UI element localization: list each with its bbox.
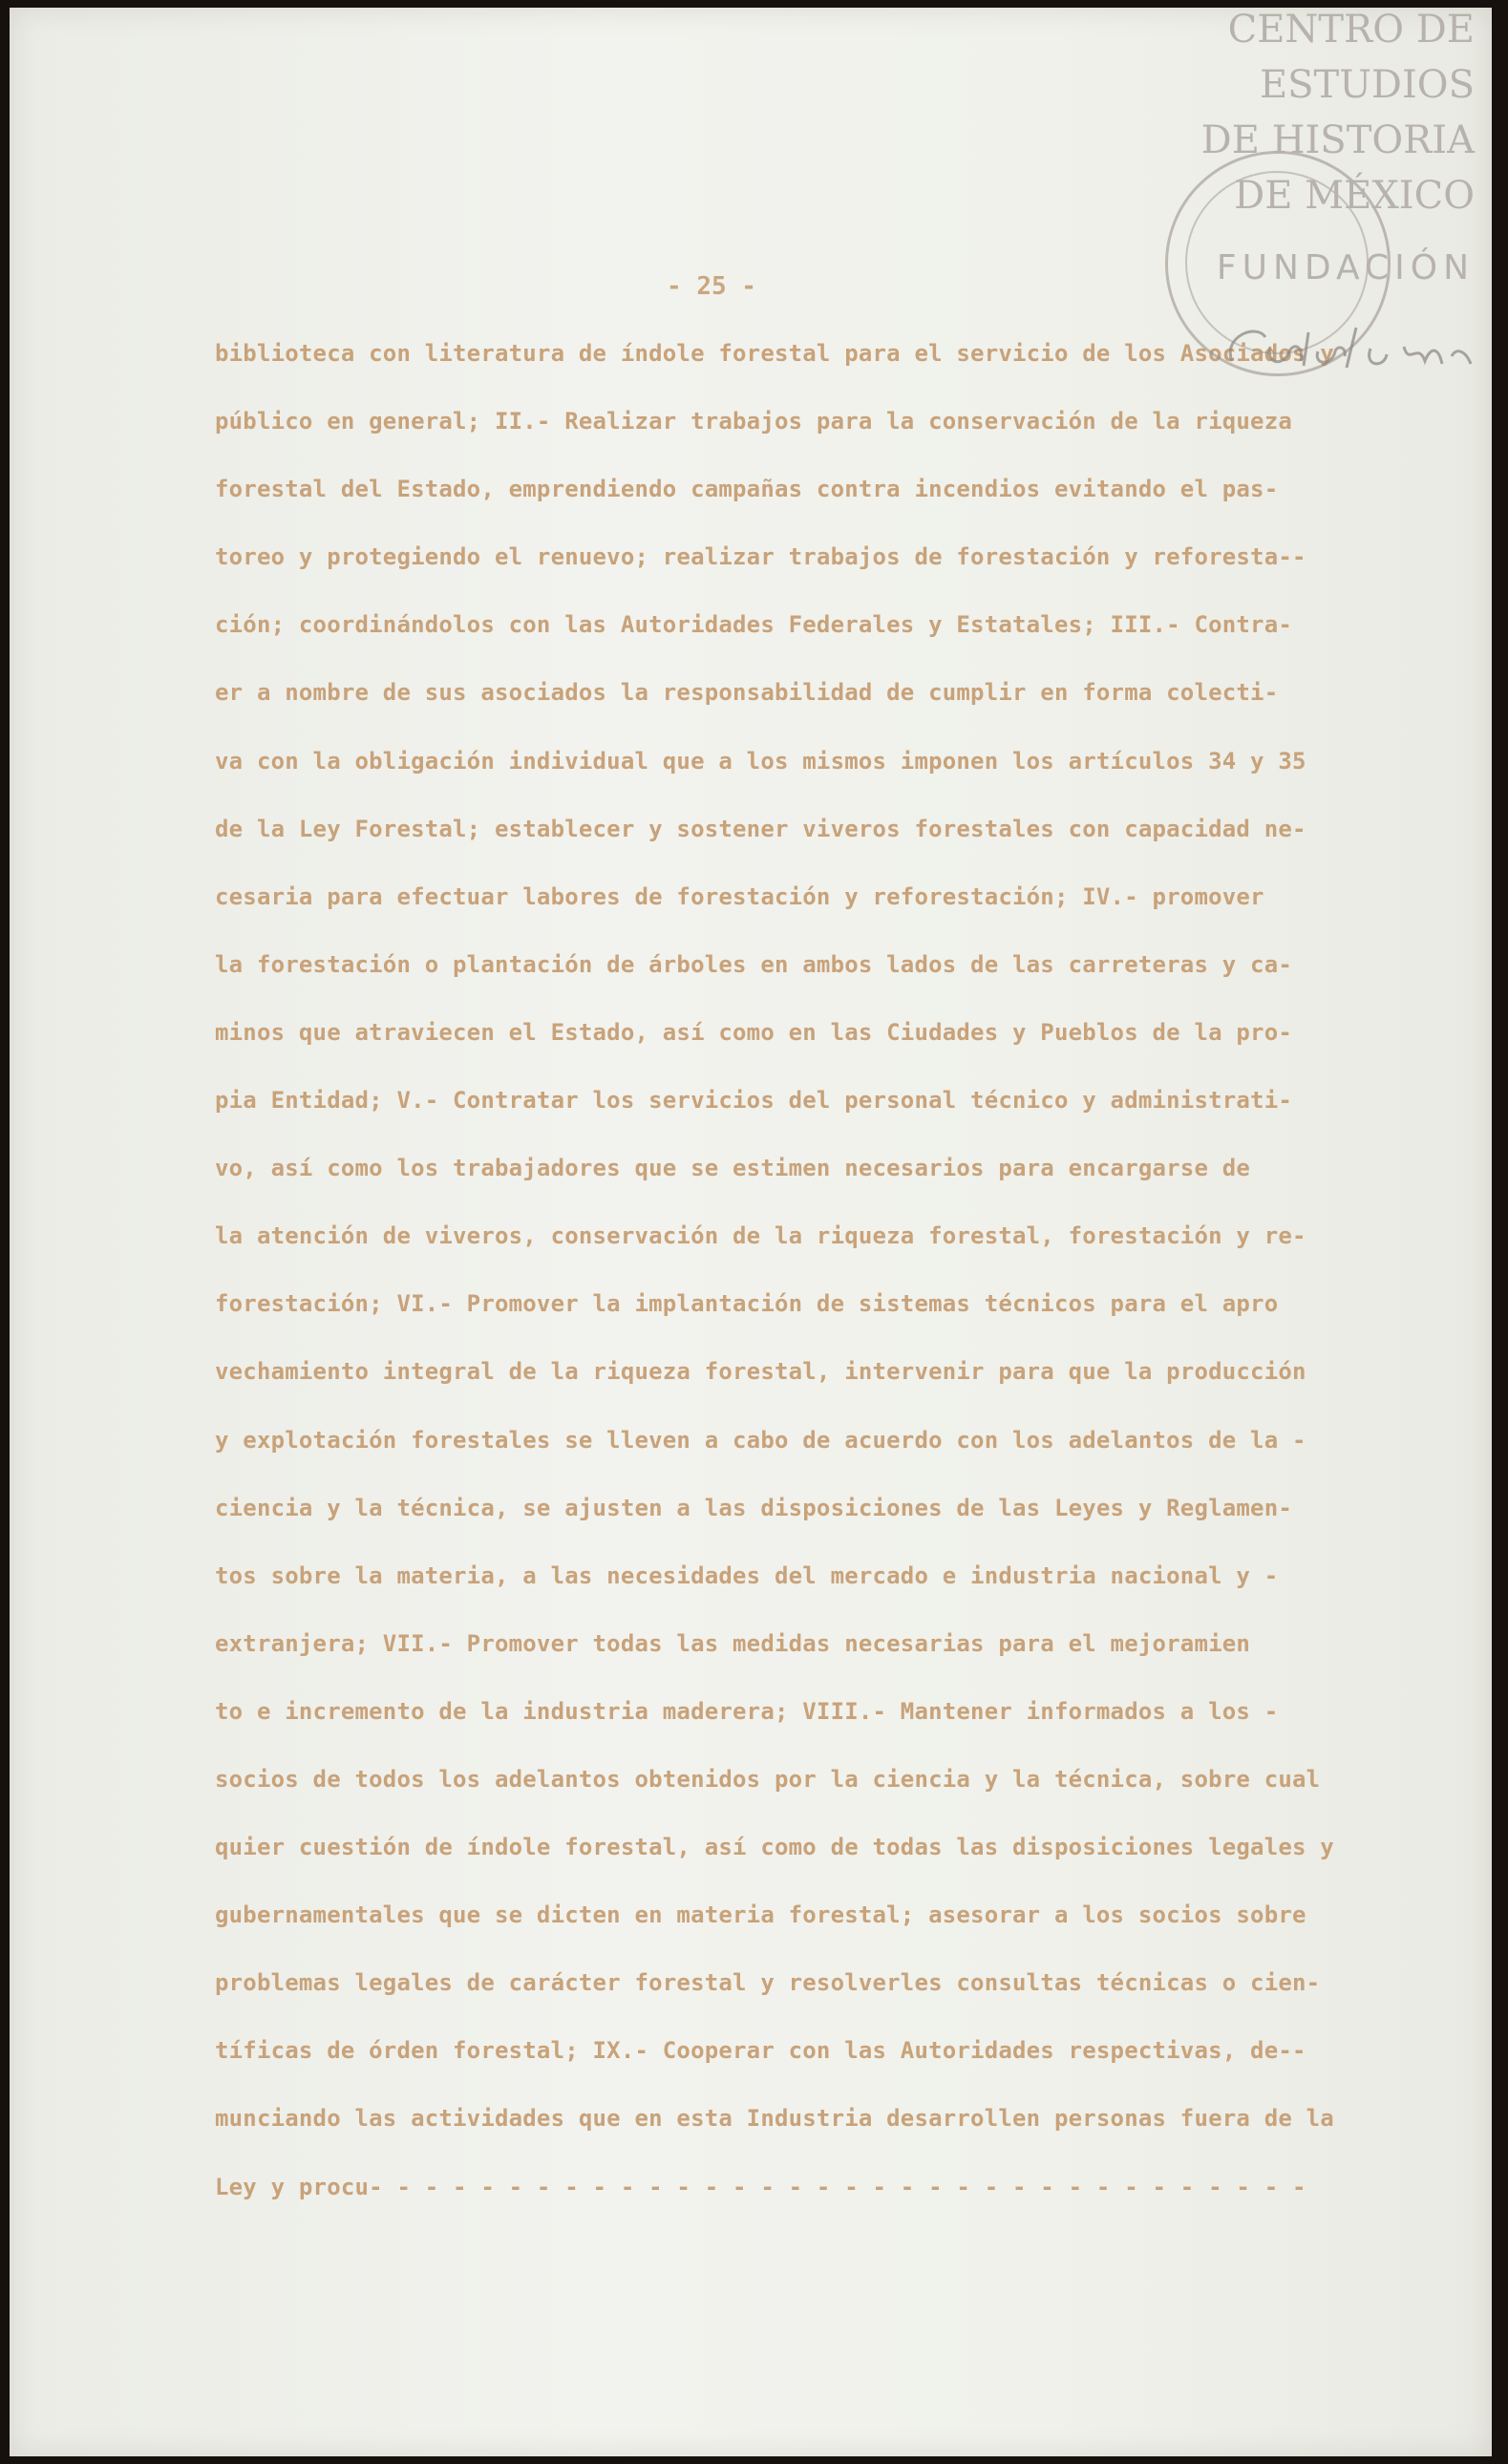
text-line: público en general; II.- Realizar trabajos para la conservación de la riqueza: [215, 408, 1292, 435]
text-line: ción; coordinándolos con las Autoridades Federales y Estatales; III.- Contra-: [215, 611, 1292, 639]
stamp-line: DE HISTORIA: [1200, 118, 1475, 162]
stamp-line: FUNDACIÓN: [1216, 248, 1475, 287]
text-line: minos que atraviecen el Estado, así como en las Ciudades y Pueblos de la pro-: [215, 1018, 1292, 1046]
text-line: socios de todos los adelantos obtenidos por la ciencia y la técnica, sobre cual: [215, 1765, 1321, 1793]
text-line: y explotación forestales se lleven a cabo de acuerdo con los adelantos de la -: [215, 1426, 1306, 1454]
stamp-line: CENTRO DE: [1227, 8, 1475, 52]
text-line: vechamiento integral de la riqueza forestal, intervenir para que la producción: [215, 1358, 1306, 1386]
text-line: forestal del Estado, emprendiendo campañas contra incendios evitando el pas-: [215, 476, 1279, 503]
page-number: - 25 -: [667, 272, 756, 301]
text-line: Ley y procu- - - - - - - - - - - - - - - - - - - - - - - - - - - - - - - - - -: [215, 2173, 1306, 2200]
text-line: quier cuestión de índole forestal, así como de todas las disposiciones legales y: [215, 1834, 1334, 1861]
signature-icon: [1213, 308, 1499, 394]
text-line: va con la obligación individual que a los mismos imponen los artículos 34 y 35: [215, 747, 1306, 775]
text-line: problemas legales de carácter forestal y resolverles consultas técnicas o cien-: [215, 1969, 1321, 1997]
stamp-line: DE MÉXICO: [1234, 174, 1475, 218]
text-line: ciencia y la técnica, se ajusten a las disposiciones de las Leyes y Reglamen-: [215, 1494, 1292, 1521]
text-line: gubernamentales que se dicten en materia forestal; asesorar a los socios sobre: [215, 1901, 1306, 1929]
text-line: cesaria para efectuar labores de forestación y reforestación; IV.- promover: [215, 882, 1264, 910]
body-text: [215, 336, 1404, 2238]
text-line: vo, así como los trabajadores que se estimen necesarios para encargarse de: [215, 1155, 1251, 1182]
text-line: pia Entidad; V.- Contratar los servicios del personal técnico y administrati-: [215, 1087, 1292, 1115]
text-line: tos sobre la materia, a las necesidades del mercado e industria nacional y -: [215, 1561, 1279, 1589]
text-line: munciando las actividades que en esta Industria desarrollen personas fuera de la: [215, 2105, 1334, 2133]
archive-stamp: [1127, 8, 1508, 409]
text-line: de la Ley Forestal; establecer y sostener viveros forestales con capacidad ne-: [215, 815, 1306, 842]
text-line: la atención de viveros, conservación de la riqueza forestal, forestación y re-: [215, 1222, 1306, 1250]
text-line: tíficas de órden forestal; IX.- Cooperar con las Autoridades respectivas, de--: [215, 2037, 1306, 2065]
text-line: la forestación o plantación de árboles en ambos lados de las carreteras y ca-: [215, 950, 1292, 978]
stamp-line: ESTUDIOS: [1259, 63, 1475, 107]
text-line: forestación; VI.- Promover la implantación de sistemas técnicos para el apro: [215, 1290, 1279, 1318]
text-line: biblioteca con literatura de índole forestal para el servicio de los Asociados y: [215, 340, 1334, 367]
text-line: er a nombre de sus asociados la responsabilidad de cumplir en forma colecti-: [215, 679, 1279, 707]
text-line: toreo y protegiendo el renuevo; realizar trabajos de forestación y reforesta--: [215, 543, 1306, 571]
text-line: to e incremento de la industria maderera; VIII.- Mantener informados a los -: [215, 1697, 1279, 1725]
text-line: extranjera; VII.- Promover todas las medidas necesarias para el mejoramien: [215, 1629, 1251, 1657]
